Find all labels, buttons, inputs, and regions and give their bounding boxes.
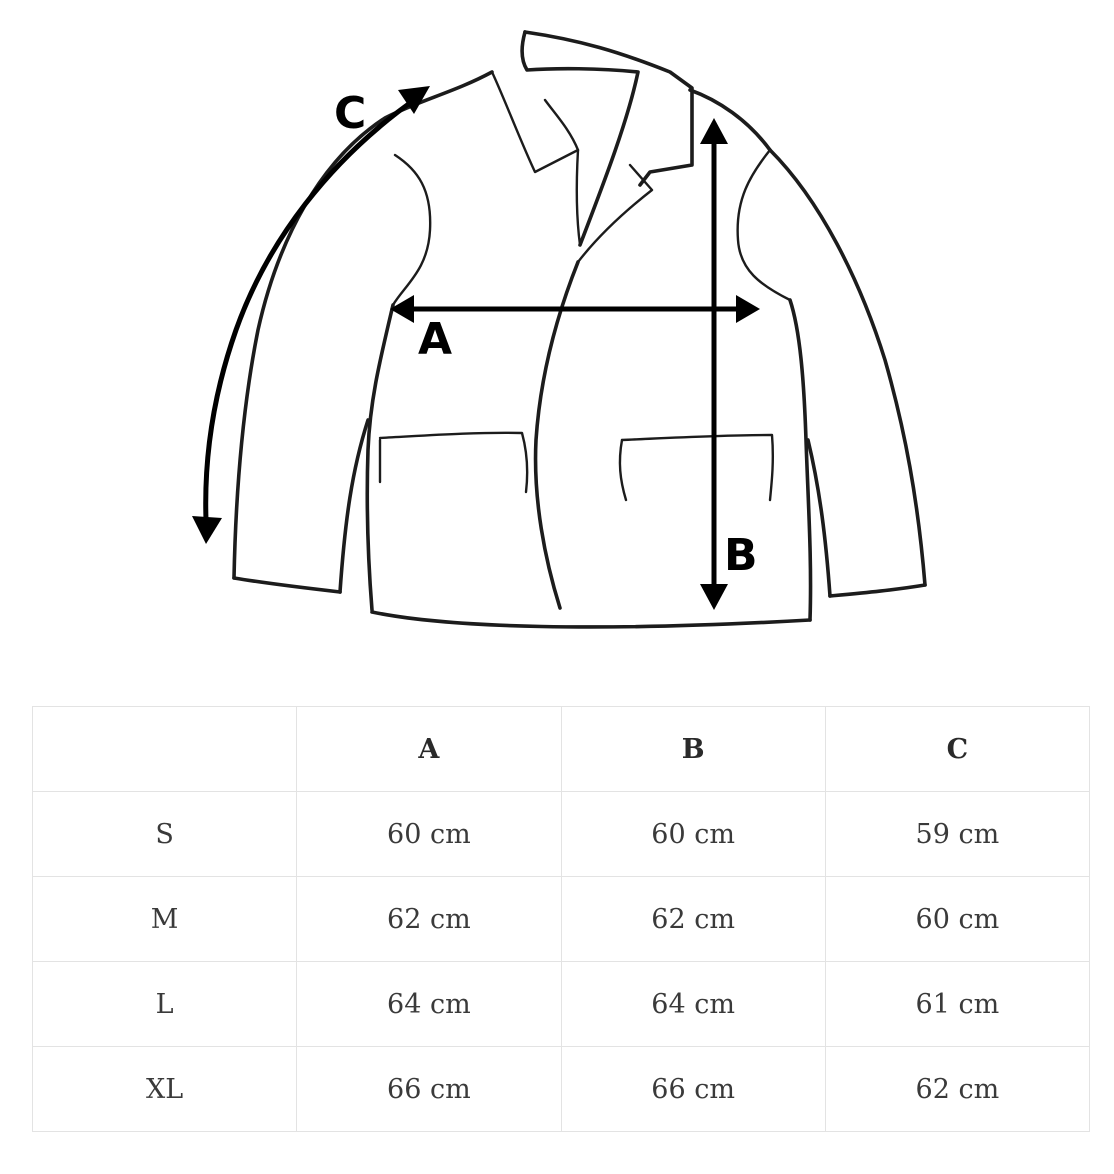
cell-a: 62 cm [297,877,561,962]
cell-size: L [33,962,297,1047]
table-header-row [33,707,1090,792]
table-row [33,962,1090,1047]
cell-c: 59 cm [825,792,1089,877]
table-row [33,1047,1090,1132]
cell-c: 61 cm [825,962,1089,1047]
header-size [33,707,297,792]
cell-size: XL [33,1047,297,1132]
dimension-b-label: B [724,530,758,581]
dimension-c-label: C [334,88,367,139]
cell-c: 62 cm [825,1047,1089,1132]
dimension-a-label: A [418,314,453,365]
cell-b: 64 cm [561,962,825,1047]
cell-size: M [33,877,297,962]
cell-c: 60 cm [825,877,1089,962]
cell-b: 62 cm [561,877,825,962]
header-a: A [297,707,561,792]
header-b: B [561,707,825,792]
cell-b: 66 cm [561,1047,825,1132]
size-chart-table [32,706,1090,1132]
cell-a: 60 cm [297,792,561,877]
cell-a: 64 cm [297,962,561,1047]
cell-b: 60 cm [561,792,825,877]
cell-size: S [33,792,297,877]
header-c: C [825,707,1089,792]
cell-a: 66 cm [297,1047,561,1132]
table-row [33,877,1090,962]
table-row [33,792,1090,877]
